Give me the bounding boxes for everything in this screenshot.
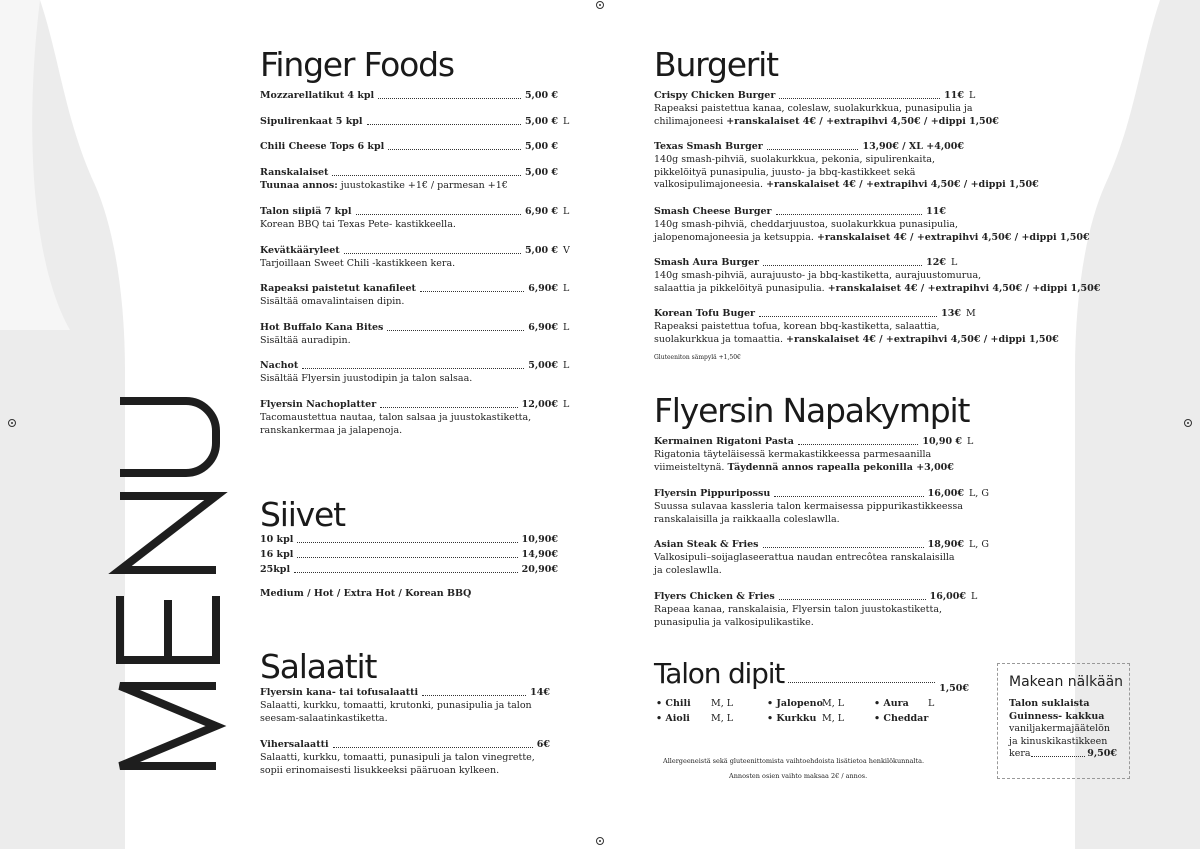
menu-item-row — [260, 360, 558, 373]
menu-item-desc: 140g smash-pihviä, cheddarjuustoa, suolakurkkua punasipulia, — [654, 218, 959, 230]
leader-dots — [763, 547, 924, 548]
menu-item-row — [260, 534, 558, 547]
menu-item-row — [654, 539, 964, 552]
menu-item-row — [260, 116, 558, 129]
dip-name: • Kurkku — [767, 713, 817, 724]
menu-item-row — [260, 283, 558, 296]
menu-item-row — [260, 564, 558, 577]
menu-item-row — [260, 245, 558, 258]
menu-item-name: Flyers Chicken & Fries — [654, 591, 775, 602]
menu-item-name: Flyersin Nachoplatter — [260, 399, 377, 410]
menu-item-row — [260, 206, 558, 219]
menu-item — [654, 90, 1094, 128]
menu-item-line — [260, 116, 700, 129]
leader-dots — [356, 214, 521, 215]
dip-mark: M, L — [822, 698, 845, 709]
menu-item-row — [654, 488, 964, 501]
menu-item-extras: +ranskalaiset 4€ / +extrapihvi 4,50€ / +dippi 1,50€ — [786, 333, 1059, 345]
menu-item-line — [260, 739, 700, 752]
menu-item-price: 5,00€ — [528, 360, 558, 371]
menu-item — [654, 591, 1094, 629]
diet-mark: L — [967, 436, 974, 447]
menu-item-price: 5,00 € — [524, 141, 558, 152]
menu-item — [260, 549, 700, 562]
menu-item-name: Vihersalaatti — [260, 739, 329, 750]
menu-item-desc: Salaatti, kurkku, tomaatti, punasipuli ja talon vinegrette, — [260, 751, 535, 763]
menu-item-row — [260, 687, 550, 700]
dip-name: • Jalopeno — [767, 698, 823, 709]
diet-mark: L — [563, 116, 570, 127]
menu-item-extras: +ranskalaiset 4€ / +extrapihvi 4,50€ / +dippi 1,50€ — [726, 115, 999, 127]
menu-item-name: Kevätkääryleet — [260, 245, 340, 256]
dessert-title: Makean nälkään — [1009, 674, 1124, 690]
leader-dots — [302, 368, 524, 369]
menu-item-name: Hot Buffalo Kana Bites — [260, 322, 384, 333]
menu-item-line — [260, 141, 700, 154]
menu-item-desc: ja coleslawlla. — [654, 564, 722, 576]
menu-item-price: 18,90€ — [927, 539, 964, 550]
dip-item — [656, 697, 691, 710]
menu-item-desc: Rigatonia täyteläisessä kermakastikkeessa parmesaanilla — [654, 448, 932, 460]
menu-item-name: Kermainen Rigatoni Pasta — [654, 436, 794, 447]
dip-name: • Aioli — [656, 713, 690, 724]
menu-item-desc: suolakurkkua ja tomaattia. +ranskalaiset 4€ / +extrapihvi 4,50€ / +dippi 1,50€ — [654, 333, 1059, 345]
menu-item-name: Korean Tofu Buger — [654, 308, 756, 319]
menu-item-desc: Sisältää omavalintaisen dipin. — [260, 295, 405, 307]
menu-item-desc: 140g smash-pihviä, aurajuusto- ja bbq-kastiketta, aurajuustomurua, — [654, 269, 982, 281]
dessert-name: Talon suklaista Guinness- kakkua — [1009, 698, 1105, 722]
menu-item-line — [260, 360, 700, 373]
menu-item-line — [654, 141, 1094, 154]
menu-item-extras: +ranskalaiset 4€ / +extrapihvi 4,50€ / +dippi 1,50€ — [816, 231, 1090, 243]
menu-item-desc: Sisältää auradipin. — [260, 334, 351, 346]
menu-item — [260, 283, 700, 309]
menu-item-price: 12,00€ — [521, 399, 558, 410]
menu-item — [654, 436, 1094, 474]
diet-mark: V — [563, 245, 570, 256]
menu-item-desc: punasipulia ja valkosipulikastike. — [654, 616, 814, 628]
dip-item — [656, 712, 690, 725]
menu-item-row — [260, 399, 558, 412]
menu-item-desc: Suussa sulavaa kassleria talon kermaisessa pippurikastikkeessa — [654, 500, 963, 512]
menu-item-name: Flyersin Pippuripossu — [654, 488, 771, 499]
menu-item-line — [260, 399, 700, 412]
swap-note: Annosten osien vaihto maksaa 2€ / annos. — [729, 772, 868, 780]
menu-item-row — [654, 591, 966, 604]
menu-item-desc: Valkosipuli–soijaglaseerattua naudan entrecôtea ranskalaisilla — [654, 551, 955, 563]
menu-item — [260, 90, 700, 103]
registration-mark-right — [1184, 419, 1192, 427]
menu-item-desc: viimeisteltynä. Täydennä annos rapealla pekonilla +3,00€ — [654, 461, 954, 473]
menu-item — [654, 539, 1094, 577]
menu-item-price: 6,90€ — [528, 283, 558, 294]
menu-item-name: Smash Cheese Burger — [654, 206, 772, 217]
menu-item-desc: Sisältää Flyersin juustodipin ja talon salsaa. — [260, 372, 473, 384]
menu-item-row — [260, 549, 558, 562]
diet-mark: L — [563, 283, 570, 294]
tuunaa-label: Tuunaa annos: — [260, 179, 338, 191]
menu-item-line — [260, 534, 700, 547]
menu-item-line — [654, 308, 1094, 321]
menu-item-name: Flyersin kana- tai tofusalaatti — [260, 687, 419, 698]
salaatit-title: Salaatit — [260, 647, 377, 686]
menu-item-desc: Tacomaustettua nautaa, talon salsaa ja juustokastiketta, — [260, 411, 532, 423]
menu-item-desc: ranskankermaa ja jalapenoja. — [260, 424, 403, 436]
finger-foods-section — [260, 45, 454, 84]
leader-dots — [294, 572, 518, 573]
dip-mark: M, L — [711, 698, 734, 709]
menu-item-row — [654, 141, 964, 154]
menu-item-price: 5,00 € — [524, 116, 558, 127]
leader-dots — [767, 149, 859, 150]
leader-dots — [798, 444, 918, 445]
leader-dots — [333, 747, 533, 748]
menu-item-price: 12€ — [926, 257, 946, 268]
menu-item-desc: Rapeaa kanaa, ranskalaisia, Flyersin talon juustokastiketta, — [654, 603, 943, 615]
menu-item-name: Smash Aura Burger — [654, 257, 760, 268]
menu-item-price: 16,00€ — [927, 488, 964, 499]
menu-item-line — [654, 257, 1094, 270]
dessert-price: 9,50€ — [1087, 748, 1117, 759]
menu-item-line — [654, 488, 1094, 501]
menu-item-row — [260, 90, 558, 103]
menu-item-price: 11€ — [944, 90, 964, 101]
menu-item-line — [260, 687, 700, 700]
menu-item-price: 13€ — [941, 308, 961, 319]
menu-item-desc: Tuunaa annos: juustokastike +1€ / parmesan +1€ — [260, 179, 508, 191]
menu-item-row — [260, 322, 558, 335]
diet-mark: L — [971, 591, 978, 602]
menu-item-price: 10,90€ — [521, 534, 558, 545]
menu-item-desc: Rapeaksi paistettua kanaa, coleslaw, suolakurkkua, punasipulia ja — [654, 102, 973, 114]
menu-item-price: 14,90€ — [521, 549, 558, 560]
menu-item-desc: Korean BBQ tai Texas Pete- kastikkeella. — [260, 218, 456, 230]
menu-item-extras: Täydennä annos rapealla pekonilla +3,00€ — [727, 461, 954, 473]
leader-dots — [367, 124, 521, 125]
gluten-note: Gluteeniton sämpylä +1,50€ — [654, 354, 741, 361]
menu-item-line — [260, 167, 700, 180]
leader-dots — [388, 149, 521, 150]
diet-mark: L, G — [969, 539, 989, 550]
menu-letter-m — [112, 680, 224, 772]
menu-item-price: 5,00 € — [524, 90, 558, 101]
menu-item-desc: Rapeaksi paistettua tofua, korean bbq-kastiketta, salaattia, — [654, 320, 940, 332]
menu-item-desc: seesam-salaatinkastiketta. — [260, 712, 388, 724]
menu-item-row — [654, 206, 946, 219]
menu-item-extras: +ranskalaiset 4€ / +extrapihvi 4,50€ / +dippi 1,50€ — [827, 282, 1101, 294]
menu-item-name: Asian Steak & Fries — [654, 539, 759, 550]
menu-item-row — [654, 308, 961, 321]
siivet-flavors: Medium / Hot / Extra Hot / Korean BBQ — [260, 588, 472, 599]
diet-mark: L — [563, 322, 570, 333]
menu-item-row — [654, 90, 964, 103]
leader-dots — [774, 496, 923, 497]
menu-item-row — [260, 739, 550, 752]
leader-dots — [332, 175, 521, 176]
menu-item-name: Crispy Chicken Burger — [654, 90, 776, 101]
menu-item-row — [260, 141, 558, 154]
registration-mark-top — [596, 1, 604, 9]
leader-dots — [779, 599, 926, 600]
menu-item-name: Mozzarellatikut 4 kpl — [260, 90, 375, 101]
menu-item — [260, 534, 700, 547]
menu-item-desc: valkosipulimajoneesia. +ranskalaiset 4€ / +extrapihvi 4,50€ / +dippi 1,50€ — [654, 179, 1039, 191]
menu-item-line — [654, 591, 1094, 604]
menu-item-line — [260, 564, 700, 577]
menu-letter-n — [112, 490, 224, 576]
menu-letter-e — [112, 592, 224, 664]
menu-item — [260, 399, 700, 437]
menu-item — [654, 488, 1094, 526]
leader-dots — [759, 316, 937, 317]
menu-item — [260, 360, 700, 386]
burgerit-section — [654, 45, 778, 84]
menu-item — [654, 308, 1094, 346]
menu-item-price: 5,00 € — [524, 167, 558, 178]
menu-item-price: 10,90 € — [922, 436, 962, 447]
registration-mark-left — [8, 419, 16, 427]
menu-item-price: 14€ — [530, 687, 550, 698]
menu-item-line — [654, 436, 1094, 449]
menu-item-name: Ranskalaiset — [260, 167, 329, 178]
menu-letter-u — [112, 395, 224, 479]
menu-item-row — [654, 257, 946, 270]
dessert-desc: vaniljakermajäätelön ja kinuskikastikkeen kera 9,50€ — [1009, 723, 1117, 759]
diet-mark: L — [951, 257, 958, 268]
menu-item-row — [260, 167, 558, 180]
menu-item-line — [260, 206, 700, 219]
dip-item — [874, 697, 909, 710]
leader-dots — [344, 253, 521, 254]
menu-item-line — [260, 245, 700, 258]
menu-item-desc: Salaatti, kurkku, tomaatti, krutonki, punasipulia ja talon — [260, 699, 532, 711]
menu-item — [260, 206, 700, 232]
menu-item-line — [260, 283, 700, 296]
menu-item-price: 6,90 € — [524, 206, 558, 217]
registration-mark-bottom — [596, 837, 604, 845]
siivet-section — [260, 495, 345, 534]
menu-item-price: 16,00€ — [929, 591, 966, 602]
diet-mark: L — [969, 90, 976, 101]
menu-item-line — [260, 322, 700, 335]
menu-item-name: Texas Smash Burger — [654, 141, 763, 152]
leader-dots — [779, 98, 940, 99]
allergy-note: Allergeeneistä sekä gluteenittomista vaihtoehdoista lisätietoa henkilökunnalta. — [663, 757, 925, 765]
menu-item-desc: jalopenomajoneesia ja ketsuppia. +ranskalaiset 4€ / +extrapihvi 4,50€ / +dippi 1,50€ — [654, 231, 1090, 243]
menu-item — [260, 739, 700, 777]
menu-item-line — [654, 539, 1094, 552]
diet-mark: L — [563, 360, 570, 371]
leader-dots — [297, 542, 517, 543]
menu-item — [260, 564, 700, 577]
menu-item-desc: pikkelöityä punasipulia, juusto- ja bbq-kastikkeet sekä — [654, 166, 916, 178]
menu-item-name: Nachot — [260, 360, 299, 371]
leader-dots — [378, 98, 521, 99]
dipit-price: 1,50€ — [939, 683, 969, 694]
menu-item — [260, 687, 700, 725]
dip-mark: M, L — [822, 713, 845, 724]
diet-mark: L — [563, 206, 570, 217]
menu-item-name: Chili Cheese Tops 6 kpl — [260, 141, 385, 152]
menu-item-price: 5,00 € — [524, 245, 558, 256]
menu-item-line — [260, 90, 700, 103]
menu-item-line — [654, 90, 1094, 103]
dip-name: • Chili — [656, 698, 691, 709]
menu-item-line — [260, 549, 700, 562]
dip-mark: L — [928, 698, 935, 709]
menu-item-price: 20,90€ — [521, 564, 558, 575]
menu-item-desc: ranskalaisilla ja raikkaalla coleslawlla. — [654, 513, 840, 525]
menu-item-name: 25kpl — [260, 564, 291, 575]
leader-dots — [422, 695, 526, 696]
leader-dots — [380, 407, 517, 408]
menu-item-price: 6€ — [536, 739, 550, 750]
menu-item-desc: Tarjoillaan Sweet Chili -kastikkeen kera. — [260, 257, 456, 269]
menu-item-row — [654, 436, 962, 449]
dip-mark: M, L — [711, 713, 734, 724]
siivet-title: Siivet — [260, 495, 345, 534]
menu-item-name: Talon siipiä 7 kpl — [260, 206, 352, 217]
salaatit-section — [260, 647, 377, 686]
menu-item — [260, 322, 700, 348]
menu-item — [260, 141, 700, 154]
burgerit-title: Burgerit — [654, 45, 778, 84]
menu-item — [654, 206, 1094, 244]
finger-foods-title: Finger Foods — [260, 45, 454, 84]
menu-item — [260, 245, 700, 271]
dip-name: • Aura — [874, 698, 909, 709]
menu-item-desc: sopii erinomaisesti lisukkeeksi pääruoan kylkeen. — [260, 764, 500, 776]
menu-item-desc: chilimajoneesi +ranskalaiset 4€ / +extrapihvi 4,50€ / +dippi 1,50€ — [654, 115, 999, 127]
menu-item-price: 13,90€ / XL +4,00€ — [862, 141, 964, 152]
napakympit-title: Flyersin Napakympit — [654, 391, 970, 430]
diet-mark: L — [563, 399, 570, 410]
dessert-box — [997, 663, 1130, 779]
dip-item — [874, 712, 928, 725]
menu-item-price: 11€ — [926, 206, 946, 217]
menu-item-desc: 140g smash-pihviä, suolakurkkua, pekonia, sipulirenkaita, — [654, 153, 935, 165]
dipit-header — [654, 657, 969, 694]
leader-dots — [387, 330, 524, 331]
leader-dots — [420, 291, 524, 292]
napakympit-section — [654, 391, 970, 430]
menu-item-desc: salaattia ja pikkelöityä punasipulia. +ranskalaiset 4€ / +extrapihvi 4,50€ / +dippi 1,50€ — [654, 282, 1101, 294]
dip-item — [767, 712, 816, 725]
leader-dots — [763, 265, 922, 266]
menu-item — [654, 257, 1101, 295]
menu-item-name: 10 kpl — [260, 534, 294, 545]
leader-dots — [297, 557, 517, 558]
menu-item-price: 6,90€ — [528, 322, 558, 333]
menu-item-line — [654, 206, 1094, 219]
menu-item — [260, 167, 700, 193]
menu-item-extras: +ranskalaiset 4€ / +extrapihvi 4,50€ / +dippi 1,50€ — [766, 179, 1039, 191]
dip-item — [767, 697, 823, 710]
menu-item-name: 16 kpl — [260, 549, 294, 560]
diet-mark: L, G — [969, 488, 989, 499]
menu-item-name: Sipulirenkaat 5 kpl — [260, 116, 363, 127]
diet-mark: M — [966, 308, 976, 319]
leader-dots — [776, 214, 923, 215]
dip-name: • Cheddar — [874, 713, 929, 724]
menu-item — [260, 116, 700, 129]
menu-item-name: Rapeaksi paistetut kanafileet — [260, 283, 416, 294]
menu-item — [654, 141, 1094, 192]
dipit-title: Talon dipit — [654, 657, 785, 690]
